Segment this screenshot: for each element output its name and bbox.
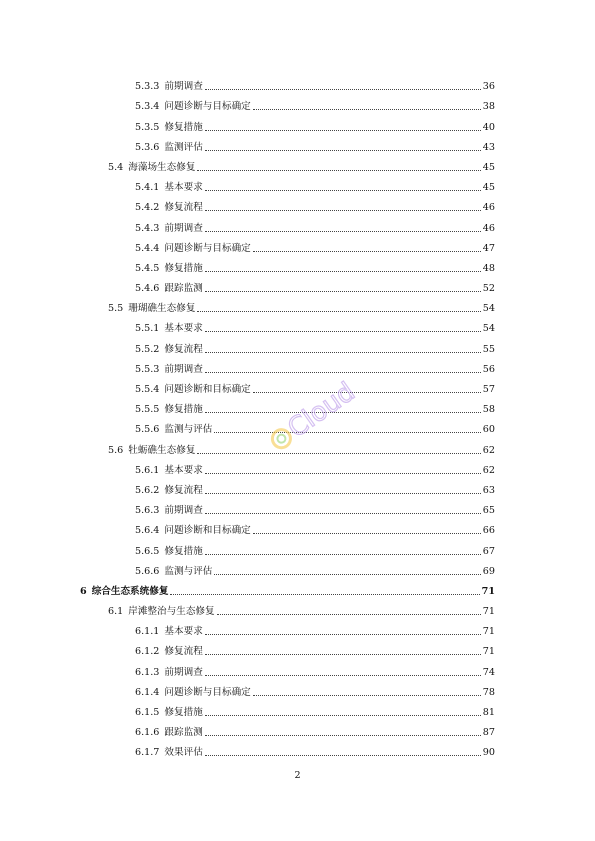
toc-dot-leader (205, 331, 481, 332)
toc-dot-leader (205, 231, 481, 232)
toc-entry-title: 修复流程 (164, 646, 203, 658)
toc-entry-title: 基本要求 (164, 626, 203, 638)
toc-entry-title: 修复措施 (164, 404, 203, 416)
toc-dot-leader (205, 513, 481, 514)
toc-entry-title: 前期调查 (164, 363, 203, 375)
toc-entry-title: 监测评估 (164, 141, 203, 153)
toc-entry-page: 62 (482, 464, 495, 476)
toc-entry-number: 5.4.6 (135, 283, 160, 295)
toc-entry-page: 81 (482, 707, 495, 718)
toc-entry-title: 前期调查 (164, 222, 203, 234)
toc-entry[interactable] (80, 134, 495, 154)
toc-dot-leader (217, 614, 481, 615)
toc-entry-page: 87 (482, 727, 495, 739)
toc-entry-number: 5.4.3 (135, 222, 160, 234)
toc-dot-leader (205, 89, 481, 90)
toc-entry[interactable] (80, 679, 495, 699)
toc-entry-number: 5.6.2 (135, 484, 160, 496)
toc-entry-number: 5.4 (108, 161, 124, 173)
toc-entry-page: 46 (482, 202, 495, 214)
toc-entry[interactable] (80, 618, 495, 638)
toc-entry-number: 5.6.6 (135, 565, 160, 577)
toc-entry-page: 45 (482, 182, 495, 194)
toc-entry-number: 5.6.5 (135, 545, 160, 557)
toc-entry-page: 67 (482, 545, 495, 557)
toc-entry-title: 基本要求 (164, 464, 203, 476)
toc-entry-number: 5.5.6 (135, 424, 160, 436)
toc-entry-page: 52 (482, 283, 495, 295)
toc-entry-page: 58 (482, 404, 495, 416)
toc-entry[interactable] (80, 235, 495, 255)
toc-entry[interactable] (80, 497, 495, 517)
toc-entry-page: 62 (482, 444, 495, 456)
toc-entry-number: 6.1.7 (135, 747, 160, 759)
toc-entry-number: 5.3.6 (135, 141, 160, 153)
toc-entry[interactable] (80, 113, 495, 133)
toc-entry-page: 71 (482, 646, 495, 658)
toc-entry[interactable] (80, 335, 495, 355)
toc-entry-number: 5.5.1 (135, 323, 160, 335)
toc-dot-leader (205, 755, 481, 756)
toc-dot-leader (205, 150, 481, 151)
toc-entry[interactable] (80, 315, 495, 335)
toc-entry-page: 66 (482, 525, 495, 537)
toc-entry-page: 71 (482, 606, 495, 618)
toc-entry-page: 55 (482, 343, 495, 355)
toc-entry-number: 5.3.5 (135, 121, 160, 133)
toc-entry-number: 5.4.2 (135, 202, 160, 214)
toc-dot-leader (205, 675, 481, 676)
toc-entry-page: 71 (482, 626, 495, 638)
toc-entry-page: 78 (482, 686, 495, 698)
toc-entry-title: 修复流程 (164, 343, 203, 355)
toc-entry-number: 5.6.1 (135, 464, 160, 476)
toc-entry-title: 综合生态系统修复 (91, 585, 169, 597)
toc-dot-leader (205, 634, 481, 635)
toc-entry-title: 问题诊断与目标确定 (164, 242, 251, 254)
toc-entry[interactable] (80, 699, 495, 719)
toc-entry[interactable] (80, 719, 495, 739)
toc-entry-title: 基本要求 (164, 182, 203, 194)
toc-entry-title: 跟踪监测 (164, 727, 203, 739)
toc-entry-page: 60 (482, 424, 495, 436)
toc-entry[interactable] (80, 537, 495, 557)
toc-entry-title: 岸滩整治与生态修复 (128, 606, 215, 618)
toc-dot-leader (205, 735, 481, 736)
toc-entry[interactable] (80, 658, 495, 678)
toc-entry[interactable] (80, 739, 495, 759)
toc-dot-leader (197, 170, 480, 171)
toc-entry-number: 5.6 (108, 444, 124, 456)
toc-dot-leader (205, 654, 481, 655)
toc-entry-title: 修复措施 (164, 262, 203, 274)
toc-entry-number: 5.4.5 (135, 262, 160, 274)
toc-entry-page: 40 (482, 121, 495, 133)
toc-entry[interactable] (80, 154, 495, 174)
toc-entry-number: 5.5.2 (135, 343, 160, 355)
toc-entry[interactable] (80, 194, 495, 214)
toc-entry-number: 6 (80, 585, 87, 597)
toc-entry-number: 6.1 (108, 606, 124, 618)
toc-entry-number: 5.6.3 (135, 505, 160, 517)
toc-dot-leader (205, 190, 481, 191)
svg-text:Cloud: Cloud (282, 376, 361, 445)
toc-entry-title: 牡蛎礁生态修复 (128, 444, 196, 456)
toc-entry-title: 珊瑚礁生态修复 (128, 303, 196, 315)
toc-entry[interactable] (80, 558, 495, 578)
toc-entry-page: 54 (482, 323, 495, 335)
toc-dot-leader (197, 311, 480, 312)
toc-entry-page: 43 (482, 141, 495, 153)
toc-entry[interactable] (80, 295, 495, 315)
toc-dot-leader (205, 554, 481, 555)
toc-entry-number: 6.1.5 (135, 707, 160, 718)
toc-entry[interactable] (80, 174, 495, 194)
toc-entry-title: 修复措施 (164, 121, 203, 133)
toc-entry-page: 63 (482, 484, 495, 496)
toc-entry-number: 6.1.1 (135, 626, 160, 638)
toc-entry-page: 47 (482, 242, 495, 254)
toc-entry-title: 跟踪监测 (164, 283, 203, 295)
toc-entry-title: 问题诊断和目标确定 (164, 525, 251, 537)
toc-dot-leader (253, 695, 481, 696)
toc-entry[interactable] (80, 477, 495, 497)
toc-entry-title: 修复措施 (164, 545, 203, 557)
toc-entry-number: 5.5 (108, 303, 124, 315)
toc-entry-number: 6.1.2 (135, 646, 160, 658)
toc-entry-page: 90 (482, 747, 495, 759)
toc-entry-title: 前期调查 (164, 505, 203, 517)
toc-entry-number: 5.5.5 (135, 404, 160, 416)
toc-dot-leader (205, 352, 481, 353)
toc-entry-page: 38 (482, 101, 495, 113)
toc-entry-number: 6.1.6 (135, 727, 160, 739)
toc-entry[interactable] (80, 275, 495, 295)
toc-entry-title: 海藻场生态修复 (128, 161, 196, 173)
toc-dot-leader (205, 493, 481, 494)
toc-entry-number: 5.3.3 (135, 81, 160, 93)
toc-dot-leader (214, 574, 480, 575)
toc-dot-leader (205, 291, 481, 292)
toc-entry-page: 56 (482, 363, 495, 375)
toc-entry-number: 5.3.4 (135, 101, 160, 113)
toc-entry-page: 74 (482, 666, 495, 678)
toc-entry-number: 5.6.4 (135, 525, 160, 537)
toc-entry-page: 69 (482, 565, 495, 577)
page-number: 2 (294, 770, 301, 781)
toc-entry-number: 6.1.4 (135, 686, 160, 698)
toc-entry-title: 前期调查 (164, 666, 203, 678)
toc-entry-page: 65 (482, 505, 495, 517)
toc-dot-leader (205, 271, 481, 272)
toc-dot-leader (205, 130, 481, 131)
toc-entry-page: 46 (482, 222, 495, 234)
toc-entry-title: 问题诊断和目标确定 (164, 384, 251, 395)
toc-entry-title: 修复流程 (164, 484, 203, 496)
toc-entry-title: 前期调查 (164, 81, 203, 93)
toc-dot-leader (205, 210, 481, 211)
toc-entry[interactable] (80, 73, 495, 93)
toc-entry-title: 效果评估 (164, 747, 203, 759)
toc-entry-page: 36 (482, 81, 495, 93)
toc-entry-title: 问题诊断与目标确定 (164, 101, 251, 113)
toc-dot-leader (205, 715, 481, 716)
toc-entry[interactable] (80, 517, 495, 537)
toc-entry-page: 48 (482, 262, 495, 274)
toc-entry-number: 5.4.4 (135, 242, 160, 254)
toc-dot-leader (170, 594, 479, 595)
toc-entry-number: 5.5.3 (135, 363, 160, 375)
toc-dot-leader (253, 109, 481, 110)
toc-entry-page: 71 (481, 585, 495, 597)
toc-entry[interactable] (80, 255, 495, 275)
toc-entry-title: 基本要求 (164, 323, 203, 335)
toc-entry-page: 45 (482, 161, 495, 173)
toc-entry-title: 修复措施 (164, 707, 203, 718)
toc-entry-number: 5.5.4 (135, 384, 160, 395)
toc-entry-number: 6.1.3 (135, 666, 160, 678)
toc-entry-number: 5.4.1 (135, 182, 160, 194)
cloud-watermark-icon (255, 370, 365, 460)
toc-dot-leader (253, 533, 481, 534)
toc-entry-title: 问题诊断与目标确定 (164, 686, 251, 698)
toc-entry[interactable] (80, 93, 495, 113)
toc-dot-leader (205, 473, 481, 474)
toc-entry-title: 修复流程 (164, 202, 203, 214)
toc-entry-page: 57 (482, 384, 495, 395)
toc-entry[interactable] (80, 638, 495, 658)
toc-entry-title: 监测与评估 (164, 424, 213, 436)
toc-entry[interactable] (80, 214, 495, 234)
toc-entry[interactable] (80, 598, 495, 618)
toc-entry-title: 监测与评估 (164, 565, 213, 577)
toc-entry[interactable] (80, 578, 495, 598)
toc-entry-page: 54 (482, 303, 495, 315)
toc-dot-leader (253, 251, 481, 252)
